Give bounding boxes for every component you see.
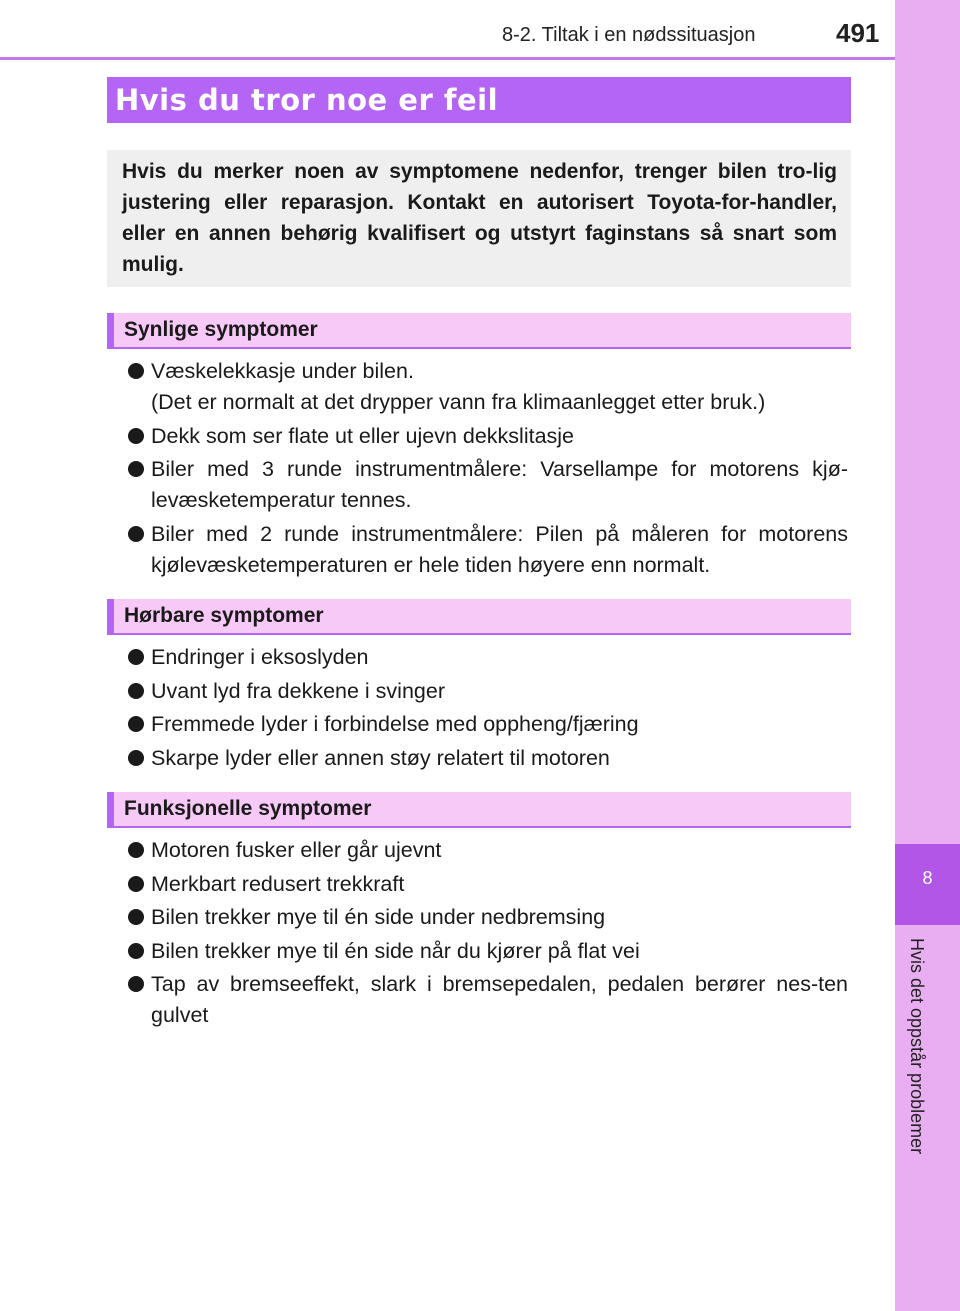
page-number: 491 [836,18,880,48]
bullet-icon [128,428,144,444]
list-item [128,454,848,516]
list-item-text: Skarpe lyder eller annen støy relatert til motoren [151,745,610,770]
list-item-text: Væskelekkasje under bilen. [151,359,414,383]
bullet-icon [128,461,144,477]
bullet-icon [128,649,144,665]
list-item [128,835,848,866]
page-title: Hvis du tror noe er feil [107,77,851,123]
bullet-icon [128,976,144,992]
list-item-text: Tap av bremseeffekt, slark i bremsepedalen, pedalen berører nes-ten gulvet [151,972,848,1027]
list-item-text: Dekk som ser flate ut eller ujevn dekkslitasje [151,423,575,448]
section-heading-functional: Funksjonelle symptomer [107,792,851,828]
list-item-subtext: (Det er normalt at det drypper vann fra klimaanlegget etter bruk.) [151,390,766,414]
audible-symptoms-list [128,642,848,776]
list-item-text: Biler med 3 runde instrumentmålere: Varsellampe for motorens kjø-levæsketemperatur tennes. [151,457,848,512]
list-item-text: Biler med 2 runde instrumentmålere: Pilen på måleren for motorens kjølevæsketemperaturen er hele tiden høyere enn normalt. [151,521,848,577]
list-item-text: Uvant lyd fra dekkene i svinger [151,678,445,703]
list-item [128,743,848,774]
intro-box: Hvis du merker noen av symptomene nedenfor, trenger bilen tro-lig justering eller reparasjon. Kontakt en autorisert Toyota-for-handler, eller en annen behørig kvalifisert og utstyrt faginstans så snart som mulig. [107,150,851,287]
bullet-icon [128,363,144,379]
visible-symptoms-list [128,356,848,583]
bullet-icon [128,683,144,699]
bullet-icon [128,526,144,542]
list-item-text: Endringer i eksoslyden [151,645,369,669]
list-item [128,642,848,673]
header-rule [0,57,895,60]
bullet-icon [128,909,144,925]
section-heading-audible: Hørbare symptomer [107,599,851,635]
list-item [128,969,848,1031]
list-item [128,356,848,418]
list-item [128,869,848,900]
bullet-icon [128,943,144,959]
list-item-text: Bilen trekker mye til én side under nedbremsing [151,905,606,929]
list-item-text: Bilen trekker mye til én side når du kjører på flat vei [151,938,640,963]
list-item-text: Motoren fusker eller går ujevnt [151,838,442,862]
chapter-side-label: Hvis det oppstår problemer [907,938,927,1155]
list-item [128,421,848,452]
list-item [128,936,848,967]
bullet-icon [128,716,144,732]
functional-symptoms-list [128,835,848,1034]
list-item-text: Merkbart redusert trekkraft [151,871,405,896]
section-heading-visible: Synlige symptomer [107,313,851,349]
list-item [128,676,848,707]
bullet-icon [128,750,144,766]
chapter-number-tab: 8 [895,844,960,925]
list-item [128,902,848,933]
bullet-icon [128,876,144,892]
list-item-text: Fremmede lyder i forbindelse med oppheng/fjæring [151,712,639,736]
header-section-title: 8-2. Tiltak i en nødssituasjon [502,24,756,46]
list-item [128,519,848,581]
bullet-icon [128,842,144,858]
list-item [128,709,848,740]
